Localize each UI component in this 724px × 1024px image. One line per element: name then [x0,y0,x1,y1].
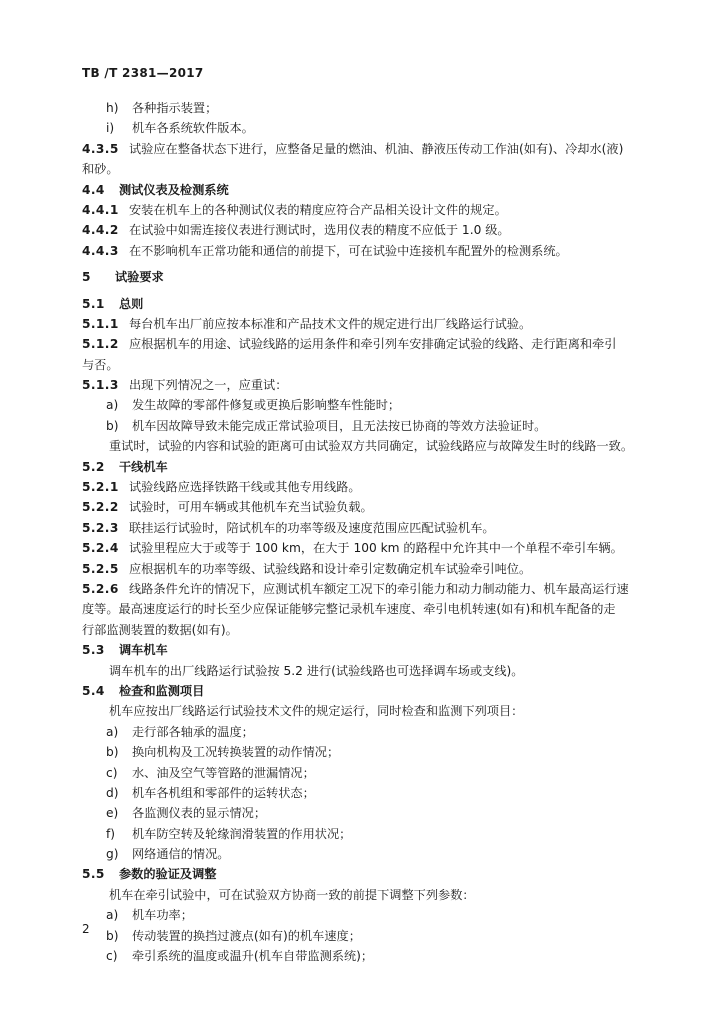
section-title: 调车机车 [119,643,168,658]
clause-text: 联挂运行试验时，陪试机车的功率等级及速度范围应匹配试验机车。 [129,520,495,535]
list-item [82,98,644,118]
paragraph: 机车在牵引试验中，可在试验双方协商一致的前提下调整下列参数： [109,887,475,902]
section-heading [82,640,644,660]
list-item [82,395,644,415]
clause-number: 5.2.6 [82,581,119,596]
list-item-text: 网络通信的情况。 [132,847,230,862]
clause-number: 5.1.1 [82,316,119,331]
list-item-text: 各监测仪表的显示情况； [132,806,267,821]
section-number: 5.2 [82,459,105,474]
clause-number: 5.2.2 [82,500,119,515]
list-item-text: 发生故障的零部件修复或更换后影响整车性能时； [132,398,401,413]
section-heading [82,864,644,884]
list-item-label: b) [106,418,119,433]
clause-number: 5.2.3 [82,520,119,535]
clause [82,375,644,395]
section-heading [82,457,644,477]
list-item [82,722,644,742]
paragraph-continuation: 与否。 [82,357,119,372]
list-item [82,926,644,946]
list-item-text: 各种指示装置； [132,101,218,115]
clause-text: 出现下列情况之一，应重试： [129,378,288,393]
section-heading [82,681,644,701]
paragraph-continuation: 度等。最高速度运行的时长至少应保证能够完整记录机车速度、牵引电机转速(如有)和机车配备的走 [82,602,616,617]
section-number: 5.1 [82,296,105,311]
list-item-text: 机车各系统软件版本。 [132,121,254,136]
clause-number: 4.3.5 [82,141,119,156]
list-item-text: 机车因故障导致未能完成正常试验项目，且无法按已协商的等效方法验证时。 [132,418,547,433]
clause-number: 4.4.2 [82,223,119,238]
list-item [82,783,644,803]
clause-text: 试验里程应大于或等于 100 km，在大于 100 km 的路程中允许其中一个单程不牵引车辆。 [129,541,623,556]
list-item-text: 牵引系统的温度或温升(机车自带监测系统)； [132,949,374,964]
clause-text: 试验时，可用车辆或其他机车充当试验负载。 [129,500,373,515]
list-item-label: d) [106,785,119,800]
clause [82,579,644,599]
section-number: 4.4 [82,182,105,197]
paragraph: 重试时，试验的内容和试验的距离可由试验双方共同确定，试验线路应与故障发生时的线路一致。 [109,439,634,454]
section-title: 检查和监测项目 [119,683,205,698]
list-item-text: 机车功率； [132,908,193,923]
list-item [82,742,644,762]
section-title: 参数的验证及调整 [119,867,217,882]
list-item-label: b) [106,745,119,760]
section-heading [82,294,644,314]
list-item-text: 传动装置的换挡过渡点(如有)的机车速度； [132,928,361,943]
clause [82,518,644,538]
section-heading [82,180,644,200]
section-title: 干线机车 [119,459,168,474]
clause-text: 在试验中如需连接仪表进行测试时，选用仪表的精度不应低于 1.0 级。 [129,223,510,238]
clause-text: 安装在机车上的各种测试仪表的精度应符合产品相关设计文件的规定。 [129,202,507,217]
list-item [82,824,644,844]
clause-text: 试验应在整备状态下进行，应整备足量的燃油、机油、静液压传动工作油(如有)、冷却水(液) [129,141,624,156]
paragraph: 机车应按出厂线路运行试验技术文件的规定运行，同时检查和监测下列项目： [109,704,524,719]
list-item [82,763,644,783]
section-number: 5.3 [82,643,105,658]
clause [82,497,644,517]
section-number: 5.5 [82,867,105,882]
list-item-label: e) [106,806,119,821]
clause [82,538,644,558]
clause-number: 5.1.2 [82,337,119,352]
clause-number: 4.4.1 [82,202,119,217]
list-item-label: h) [106,101,119,115]
clause [82,477,644,497]
list-item [82,905,644,925]
document-body [82,98,644,966]
section-title: 总则 [119,296,144,311]
list-item-label: i) [106,121,115,136]
list-item-label: a) [106,908,119,923]
clause-text: 线路条件允许的情况下，应测试机车额定工况下的牵引能力和动力制动能力、机车最高运行速 [129,581,629,596]
list-item-label: a) [106,724,119,739]
list-item-label: f) [106,826,116,841]
paragraph-continuation: 行部监测装置的数据(如有)。 [82,622,238,637]
list-item-label: a) [106,398,119,413]
clause-number: 5.2.1 [82,480,119,495]
section-title: 测试仪表及检测系统 [119,182,229,197]
section-heading [82,267,644,287]
list-item [82,803,644,823]
section-title: 试验要求 [115,270,164,285]
clause-number: 5.2.5 [82,561,119,576]
clause-number: 5.1.3 [82,378,119,393]
list-item-label: c) [106,949,118,964]
clause [82,241,644,261]
clause [82,334,644,354]
section-number: 5.4 [82,683,105,698]
section-number: 5 [82,270,91,285]
clause-text: 应根据机车的用途、试验线路的运用条件和牵引列车安排确定试验的线路、走行距离和牵引 [129,337,617,352]
clause-text: 每台机车出厂前应按本标准和产品技术文件的规定进行出厂线路运行试验。 [129,316,532,331]
list-item-text: 机车防空转及轮缘润滑装置的作用状况； [132,826,352,841]
clause-number: 4.4.3 [82,243,119,258]
list-item [82,946,644,966]
clause [82,139,644,159]
clause [82,200,644,220]
clause-text: 应根据机车的功率等级、试验线路和设计牵引定数确定机车试验牵引吨位。 [129,561,532,576]
paragraph-continuation: 和砂。 [82,162,119,177]
clause-number: 5.2.4 [82,541,119,556]
clause [82,220,644,240]
page-number: 2 [82,922,90,936]
clause [82,314,644,334]
list-item [82,416,644,436]
list-item-text: 机车各机组和零部件的运转状态； [132,785,315,800]
standard-code-header: TB /T 2381—2017 [82,66,204,80]
paragraph: 调车机车的出厂线路运行试验按 5.2 进行(试验线路也可选择调车场或支线)。 [109,663,524,678]
list-item-text: 换向机构及工况转换装置的动作情况； [132,745,340,760]
list-item-text: 走行部各轴承的温度； [132,724,254,739]
list-item-label: b) [106,928,119,943]
list-item-text: 水、油及空气等管路的泄漏情况； [132,765,315,780]
clause [82,559,644,579]
list-item-label: c) [106,765,118,780]
list-item-label: g) [106,847,119,862]
clause-text: 试验线路应选择铁路干线或其他专用线路。 [129,480,361,495]
list-item [82,844,644,864]
list-item [82,118,644,138]
clause-text: 在不影响机车正常功能和通信的前提下，可在试验中连接机车配置外的检测系统。 [129,243,568,258]
